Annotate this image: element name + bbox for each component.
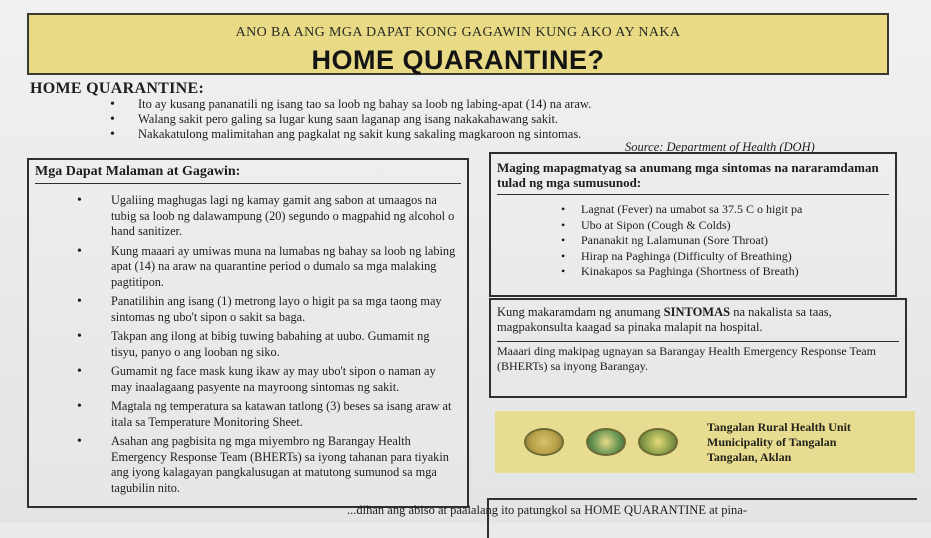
symptoms-list [561, 202, 881, 280]
symptoms-heading: Maging mapagmatyag sa anumang mga sintomas na nararamdaman tulad ng mga sumusunod: [497, 160, 889, 195]
list-item: • Asahan ang pagbisita ng mga miyembro ng Barangay Health Emergency Response Team (BHERTs) sa iyong tahanan para tiyakin ang iyong kalagayan pangkalusugan at matutong sumunod sa mga tagubilin nito. [77, 434, 457, 496]
list-item: • Magtala ng temperatura sa katawan tatlong (3) beses sa isang araw at itala sa Temperature Monitoring Sheet. [77, 399, 457, 430]
rhu-footer [495, 411, 915, 473]
symptoms-panel [489, 152, 897, 297]
list-item: • Pananakit ng Lalamunan (Sore Throat) [561, 233, 881, 249]
advice-part2: na nakalista sa taas, magpakonsulta kaagad sa pinaka malapit na hospital. [497, 305, 832, 334]
rhu-address [707, 420, 851, 465]
list-item: • Ubo at Sipon (Cough & Colds) [561, 218, 881, 234]
source-citation: Source: Department of Health (DOH) [625, 140, 815, 154]
home-quarantine-list [110, 97, 870, 142]
contact-text: Maaari ding makipag ugnayan sa Barangay Health Emergency Response Team (BHERTs) sa inyong Barangay. [497, 344, 876, 373]
municipal-seal-icon [638, 428, 678, 456]
list-item: • Hirap na Paghinga (Difficulty of Breathing) [561, 249, 881, 265]
advice-part1: Kung makaramdam ng anumang [497, 305, 664, 319]
doh-seal-icon [586, 428, 626, 456]
list-item: • Walang sakit pero galing sa lugar kung saan laganap ang isang nakakahawang sakit. [110, 112, 870, 127]
list-item: • Panatilihin ang isang (1) metrong layo o higit pa sa mga taong may sintomas ng ubo't sipon o sakit sa baga. [77, 294, 457, 325]
list-item: • Kinakapos sa Paghinga (Shortness of Breath) [561, 264, 881, 280]
banner-title: HOME QUARANTINE? [311, 45, 605, 75]
banner-subtitle: ANO BA ANG MGA DAPAT KONG GAGAWIN KUNG AKO AY NAKA [235, 25, 681, 40]
bottom-partial-text: ...dihan ang abiso at paalalang ito patungkol sa HOME QUARANTINE at pina- [347, 503, 747, 517]
rhu-line3: Tangalan, Aklan [707, 450, 792, 464]
guidelines-list [77, 193, 457, 500]
list-item: • Ito ay kusang pananatili ng isang tao sa loob ng bahay sa loob ng labing-apat (14) na araw. [110, 97, 870, 112]
home-quarantine-heading: HOME QUARANTINE: [30, 80, 205, 97]
list-item: • Lagnat (Fever) na umabot sa 37.5 C o higit pa [561, 202, 881, 218]
rhu-line2: Municipality of Tangalan [707, 435, 837, 449]
title-banner [27, 13, 889, 75]
guidelines-panel [27, 158, 469, 508]
list-item: • Gumamit ng face mask kung ikaw ay may ubo't sipon o naman ay may inaalagaang pasyente na mayroong sintomas ng sakit. [77, 364, 457, 395]
advice-text [497, 305, 899, 342]
advice-panel [489, 298, 907, 398]
rhu-line1: Tangalan Rural Health Unit [707, 420, 851, 434]
list-item: • Takpan ang ilong at bibig tuwing babahing at uubo. Gumamit ng tisyu, panyo o ang looban ng siko. [77, 329, 457, 360]
list-item: • Ugaliing maghugas lagi ng kamay gamit ang sabon at umaagos na tubig sa loob ng dalawampung (20) segundo o magpahid ng alcohol o hand sanitizer. [77, 193, 457, 240]
list-item: • Nakakatulong malimitahan ang pagkalat ng sakit kung sakaling magkaroon ng sintomas. [110, 127, 870, 142]
guidelines-heading: Mga Dapat Malaman at Gagawin: [35, 164, 461, 184]
province-seal-icon [524, 428, 564, 456]
list-item: • Kung maaari ay umiwas muna na lumabas ng bahay sa loob ng labing apat (14) na araw na quarantine period o dumalo sa mga malaking pagtitipon. [77, 244, 457, 291]
advice-emphasis: SINTOMAS [663, 305, 731, 319]
